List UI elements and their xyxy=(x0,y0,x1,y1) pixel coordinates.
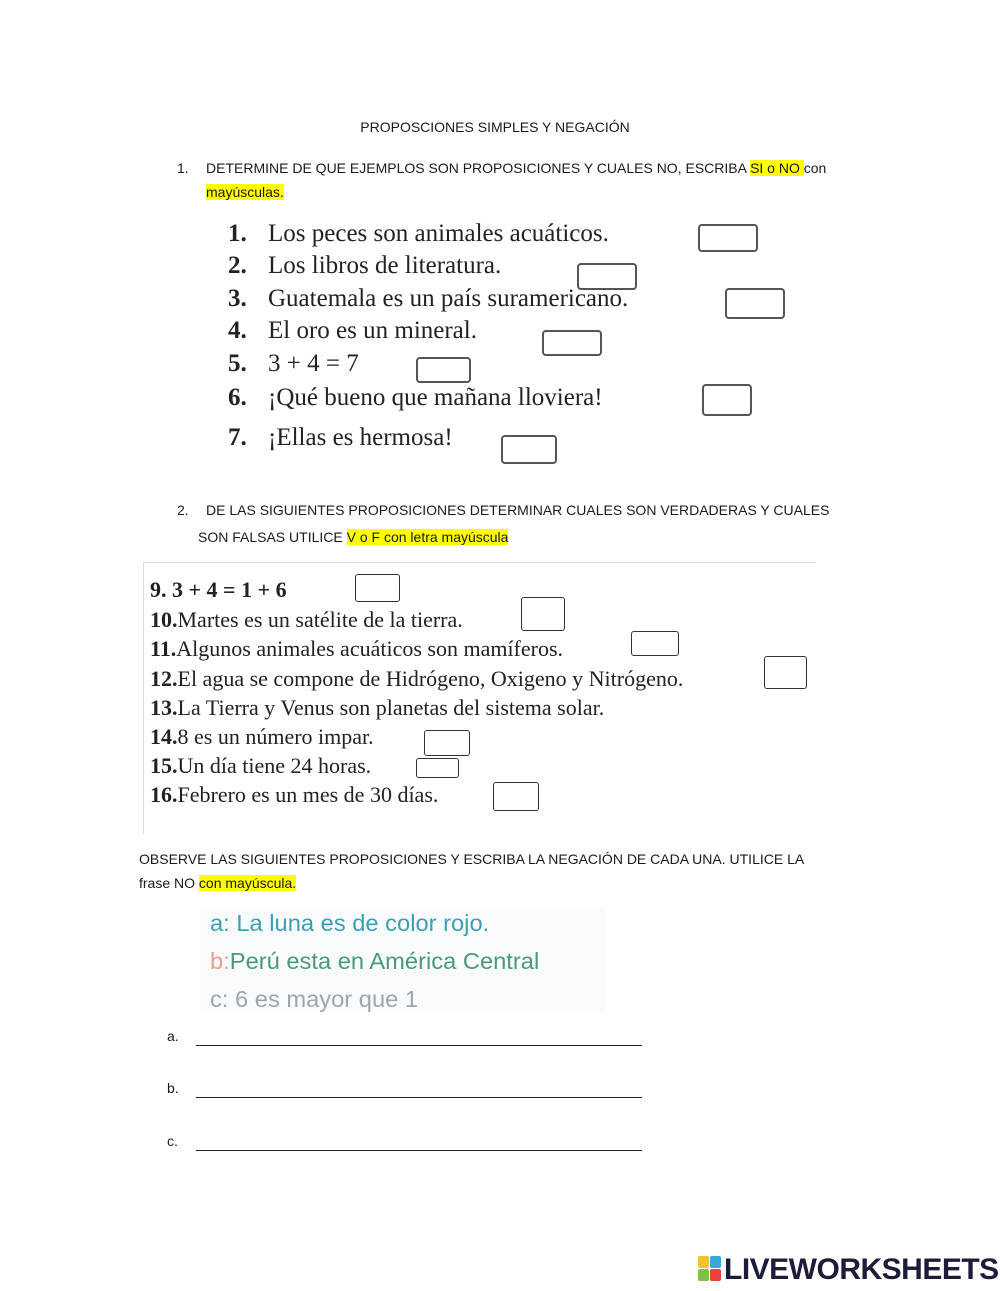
s1-item xyxy=(228,424,453,452)
s1-item xyxy=(228,384,603,412)
image-frame-left xyxy=(143,562,144,834)
answer-box[interactable] xyxy=(501,435,557,464)
s2-item-num: 14. xyxy=(150,724,178,749)
logo-square-4 xyxy=(710,1269,721,1281)
section3-instruction-text: frase NO xyxy=(139,875,199,891)
answer-box[interactable] xyxy=(725,288,785,319)
s2-item-num: 15. xyxy=(150,753,178,778)
section1-instruction-highlight: SI o NO xyxy=(750,160,804,176)
s1-item-text: 3 + 4 = 7 xyxy=(268,350,359,377)
section3-instruction-highlight: con mayúscula. xyxy=(198,875,297,891)
s2-item xyxy=(150,724,374,750)
s1-item-text: Los peces son animales acuáticos. xyxy=(268,220,609,247)
section3-instruction-line2 xyxy=(139,871,296,895)
s2-item-text: Algunos animales acuáticos son mamíferos. xyxy=(176,636,564,661)
answer-line[interactable] xyxy=(196,1080,642,1098)
proposition-text: 6 es mayor que 1 xyxy=(235,986,419,1012)
section1-number: 1. xyxy=(177,160,189,176)
s2-item-num: 13. xyxy=(150,695,178,720)
s1-item-num: 7. xyxy=(228,424,247,451)
s2-item xyxy=(150,607,463,633)
s1-item-text: Los libros de literatura. xyxy=(268,252,502,279)
s2-item-num: 11. xyxy=(150,636,177,661)
s2-item-num: 12. xyxy=(150,666,178,691)
answer-label: a. xyxy=(167,1028,179,1044)
proposition-text: Perú esta en América Central xyxy=(229,948,540,974)
s2-item-text: Un día tiene 24 horas. xyxy=(177,753,372,778)
s2-item xyxy=(150,636,563,662)
s1-item xyxy=(228,350,359,378)
s2-item xyxy=(150,666,683,692)
s2-item-text: El agua se compone de Hidrógeno, Oxigeno y Nitrógeno. xyxy=(177,666,684,691)
answer-box[interactable] xyxy=(702,384,752,416)
logo-square-1 xyxy=(698,1256,709,1268)
s1-item-text: Guatemala es un país suramericano. xyxy=(268,285,629,312)
section2-instruction-highlight: V o F con letra mayúscula xyxy=(346,529,509,545)
answer-box[interactable] xyxy=(542,330,602,356)
section2-instruction-line1: DE LAS SIGUIENTES PROPOSICIONES DETERMINAR CUALES SON VERDADERAS Y CUALES xyxy=(206,502,830,518)
answer-box[interactable] xyxy=(416,758,459,778)
proposition-a xyxy=(210,910,489,937)
s2-item-text: Febrero es un mes de 30 días. xyxy=(177,782,439,807)
section2-instruction-text: SON FALSAS UTILICE xyxy=(198,529,347,545)
answer-box[interactable] xyxy=(424,730,470,756)
answer-line[interactable] xyxy=(196,1133,642,1151)
s1-item xyxy=(228,220,609,248)
section1-instruction xyxy=(206,156,886,180)
answer-box[interactable] xyxy=(493,782,539,811)
s1-item-num: 3. xyxy=(228,285,247,312)
section2-instruction-line2 xyxy=(198,525,508,549)
section2-number: 2. xyxy=(177,502,189,518)
answer-label: b. xyxy=(167,1080,179,1096)
answer-box[interactable] xyxy=(416,357,471,383)
s1-item-num: 6. xyxy=(228,384,247,411)
answer-box[interactable] xyxy=(698,224,758,252)
s1-item xyxy=(228,317,477,345)
s1-item-text: ¡Qué bueno que mañana lloviera! xyxy=(268,384,603,411)
answer-line[interactable] xyxy=(196,1028,642,1046)
s2-item-num: 9. xyxy=(150,577,167,602)
s2-item xyxy=(150,577,287,603)
s1-item-num: 2. xyxy=(228,252,247,279)
s2-item-num: 10. xyxy=(150,607,178,632)
proposition-c xyxy=(210,986,418,1013)
image-frame-top xyxy=(143,562,816,563)
answer-box[interactable] xyxy=(521,597,565,631)
liveworksheets-logo-text: LIVEWORKSHEETS xyxy=(724,1253,999,1286)
s2-item-text: 3 + 4 = 1 + 6 xyxy=(172,577,287,602)
logo-square-2 xyxy=(710,1256,721,1268)
s1-item-num: 4. xyxy=(228,317,247,344)
proposition-b xyxy=(210,948,539,975)
answer-label: c. xyxy=(167,1133,178,1149)
s1-item-num: 1. xyxy=(228,220,247,247)
proposition-label: c: xyxy=(210,986,229,1012)
answer-box[interactable] xyxy=(764,656,807,689)
s2-item xyxy=(150,782,438,808)
s1-item xyxy=(228,252,501,280)
section3-instruction-line1: OBSERVE LAS SIGUIENTES PROPOSICIONES Y ESCRIBA LA NEGACIÓN DE CADA UNA. UTILICE LA xyxy=(139,851,805,867)
proposition-label: a: xyxy=(210,910,230,936)
s1-item xyxy=(228,285,628,313)
s2-item xyxy=(150,695,604,721)
s1-item-num: 5. xyxy=(228,350,247,377)
liveworksheets-logo-icon xyxy=(698,1256,722,1282)
s2-item-text: Martes es un satélite de la tierra. xyxy=(177,607,463,632)
section1-instruction-text-end: con xyxy=(803,160,827,176)
s2-item xyxy=(150,753,371,779)
proposition-label: b: xyxy=(210,948,230,974)
answer-box[interactable] xyxy=(631,631,679,656)
section1-instruction-line2 xyxy=(206,180,284,204)
section1-instruction-text: DETERMINE DE QUE EJEMPLOS SON PROPOSICIONES Y CUALES NO, ESCRIBA xyxy=(206,160,751,176)
s1-item-text: El oro es un mineral. xyxy=(268,317,477,344)
s2-item-num: 16. xyxy=(150,782,178,807)
page-title: PROPOSCIONES SIMPLES Y NEGACIÓN xyxy=(360,119,630,135)
answer-box[interactable] xyxy=(355,574,400,602)
s2-item-text: 8 es un número impar. xyxy=(177,724,374,749)
section1-instruction-line2-highlight: mayúsculas. xyxy=(206,184,284,200)
proposition-text: La luna es de color rojo. xyxy=(236,910,490,936)
logo-square-3 xyxy=(698,1269,709,1281)
s2-item-text: La Tierra y Venus son planetas del sistema solar. xyxy=(177,695,605,720)
s1-item-text: ¡Ellas es hermosa! xyxy=(268,424,453,451)
